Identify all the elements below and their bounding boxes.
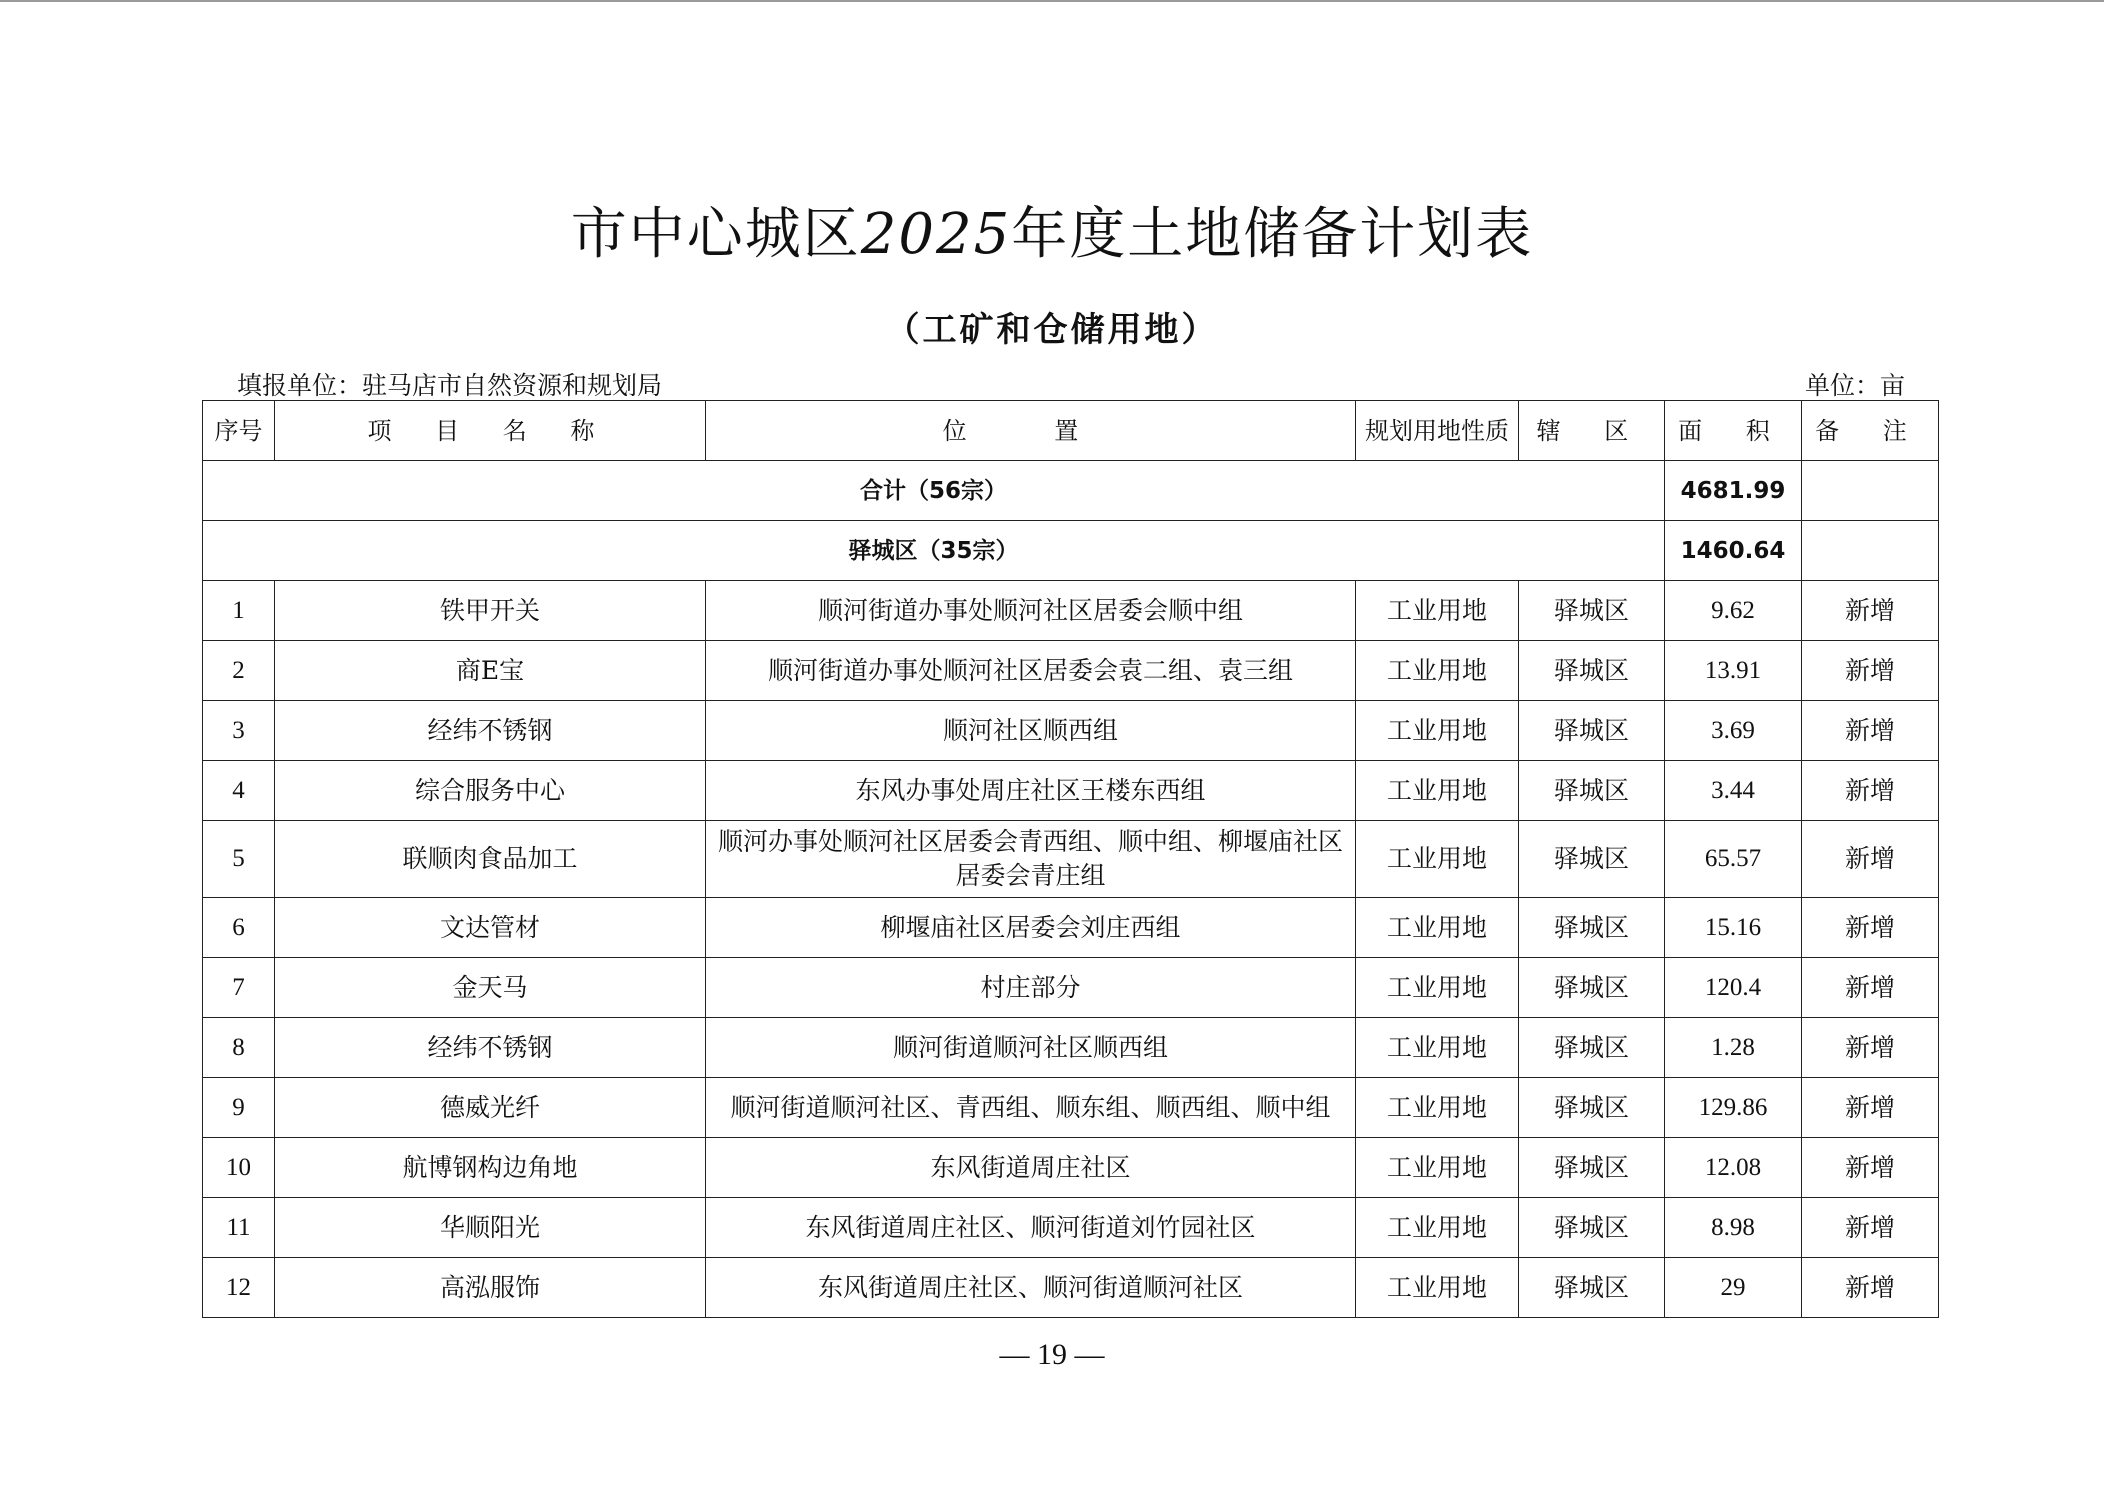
total-label: 合计（56宗） [203, 461, 1665, 521]
row-district: 驿城区 [1519, 701, 1665, 761]
row-area: 13.91 [1665, 641, 1802, 701]
page-number: — 19 — [999, 1338, 1105, 1371]
unit-line [237, 366, 1905, 400]
row-remark: 新增 [1802, 1138, 1939, 1198]
row-project-name: 经纬不锈钢 [275, 701, 706, 761]
row-location: 顺河街道办事处顺河社区居委会顺中组 [706, 581, 1356, 641]
row-location: 顺河街道办事处顺河社区居委会袁二组、袁三组 [706, 641, 1356, 701]
row-district: 驿城区 [1519, 581, 1665, 641]
subtotal-area: 1460.64 [1665, 521, 1802, 581]
row-seq: 1 [203, 581, 275, 641]
row-area: 8.98 [1665, 1198, 1802, 1258]
row-remark: 新增 [1802, 898, 1939, 958]
row-project-name: 华顺阳光 [275, 1198, 706, 1258]
row-remark: 新增 [1802, 1258, 1939, 1318]
land-reserve-table [202, 400, 1939, 1318]
header-area: 面 积 [1665, 401, 1802, 461]
filing-unit: 填报单位：驻马店市自然资源和规划局 [237, 371, 663, 400]
total-area: 4681.99 [1665, 461, 1802, 521]
total-remark [1802, 461, 1939, 521]
header-remark: 备 注 [1802, 401, 1939, 461]
row-remark: 新增 [1802, 761, 1939, 821]
row-project-name: 航博钢构边角地 [275, 1138, 706, 1198]
row-location: 柳堰庙社区居委会刘庄西组 [706, 898, 1356, 958]
row-area: 120.4 [1665, 958, 1802, 1018]
row-project-name: 德威光纤 [275, 1078, 706, 1138]
row-seq: 7 [203, 958, 275, 1018]
subtotal-row [203, 521, 1939, 581]
row-area: 15.16 [1665, 898, 1802, 958]
row-land-nature: 工业用地 [1356, 898, 1519, 958]
row-seq: 11 [203, 1198, 275, 1258]
row-seq: 4 [203, 761, 275, 821]
row-seq: 3 [203, 701, 275, 761]
table-row [203, 1138, 1939, 1198]
table-row [203, 821, 1939, 898]
table-row [203, 1078, 1939, 1138]
row-location: 东风街道周庄社区 [706, 1138, 1356, 1198]
row-seq: 8 [203, 1018, 275, 1078]
row-project-name: 联顺肉食品加工 [275, 821, 706, 898]
table-row [203, 958, 1939, 1018]
row-area: 129.86 [1665, 1078, 1802, 1138]
row-project-name: 经纬不锈钢 [275, 1018, 706, 1078]
document-title [0, 190, 2104, 270]
row-land-nature: 工业用地 [1356, 958, 1519, 1018]
row-project-name: 铁甲开关 [275, 581, 706, 641]
table-row [203, 898, 1939, 958]
row-land-nature: 工业用地 [1356, 761, 1519, 821]
measure-unit: 单位：亩 [1804, 371, 1905, 400]
table-row [203, 1258, 1939, 1318]
row-land-nature: 工业用地 [1356, 641, 1519, 701]
row-project-name: 高泓服饰 [275, 1258, 706, 1318]
header-district: 辖 区 [1519, 401, 1665, 461]
table-header-row [203, 401, 1939, 461]
row-location: 顺河街道顺河社区顺西组 [706, 1018, 1356, 1078]
row-land-nature: 工业用地 [1356, 821, 1519, 898]
document-subtitle: （工矿和仓储用地） [885, 310, 1219, 350]
row-seq: 6 [203, 898, 275, 958]
row-seq: 10 [203, 1138, 275, 1198]
subtotal-remark [1802, 521, 1939, 581]
row-land-nature: 工业用地 [1356, 1018, 1519, 1078]
row-district: 驿城区 [1519, 641, 1665, 701]
header-seq: 序号 [203, 401, 275, 461]
row-district: 驿城区 [1519, 898, 1665, 958]
table-row [203, 701, 1939, 761]
row-area: 29 [1665, 1258, 1802, 1318]
row-district: 驿城区 [1519, 761, 1665, 821]
table-row [203, 1018, 1939, 1078]
row-project-name: 金天马 [275, 958, 706, 1018]
header-location: 位 置 [706, 401, 1356, 461]
header-project-name: 项 目 名 称 [275, 401, 706, 461]
row-remark: 新增 [1802, 821, 1939, 898]
top-border-line [0, 0, 2104, 2]
row-remark: 新增 [1802, 641, 1939, 701]
row-district: 驿城区 [1519, 1198, 1665, 1258]
row-land-nature: 工业用地 [1356, 701, 1519, 761]
row-location: 东风街道周庄社区、顺河街道刘竹园社区 [706, 1198, 1356, 1258]
row-location: 顺河街道顺河社区、青西组、顺东组、顺西组、顺中组 [706, 1078, 1356, 1138]
row-area: 12.08 [1665, 1138, 1802, 1198]
row-seq: 9 [203, 1078, 275, 1138]
row-remark: 新增 [1802, 958, 1939, 1018]
table-row [203, 641, 1939, 701]
title-suffix: 年度土地储备计划表 [1011, 202, 1534, 267]
row-remark: 新增 [1802, 1018, 1939, 1078]
row-seq: 12 [203, 1258, 275, 1318]
row-area: 3.44 [1665, 761, 1802, 821]
total-row [203, 461, 1939, 521]
title-year: 2025 [860, 202, 1012, 267]
row-project-name: 商E宝 [275, 641, 706, 701]
row-land-nature: 工业用地 [1356, 1078, 1519, 1138]
row-area: 9.62 [1665, 581, 1802, 641]
row-seq: 5 [203, 821, 275, 898]
row-land-nature: 工业用地 [1356, 1138, 1519, 1198]
row-remark: 新增 [1802, 1198, 1939, 1258]
row-location: 顺河社区顺西组 [706, 701, 1356, 761]
table-row [203, 581, 1939, 641]
row-area: 1.28 [1665, 1018, 1802, 1078]
row-district: 驿城区 [1519, 1138, 1665, 1198]
row-location: 顺河办事处顺河社区居委会青西组、顺中组、柳堰庙社区居委会青庄组 [706, 821, 1356, 898]
row-remark: 新增 [1802, 1078, 1939, 1138]
row-district: 驿城区 [1519, 821, 1665, 898]
row-seq: 2 [203, 641, 275, 701]
table-row [203, 1198, 1939, 1258]
row-district: 驿城区 [1519, 1078, 1665, 1138]
row-location: 东风办事处周庄社区王楼东西组 [706, 761, 1356, 821]
row-land-nature: 工业用地 [1356, 581, 1519, 641]
table-row [203, 761, 1939, 821]
subtotal-label: 驿城区（35宗） [203, 521, 1665, 581]
row-land-nature: 工业用地 [1356, 1258, 1519, 1318]
row-project-name: 文达管材 [275, 898, 706, 958]
row-area: 3.69 [1665, 701, 1802, 761]
title-prefix: 市中心城区 [570, 202, 861, 267]
header-land-nature: 规划用地性质 [1356, 401, 1519, 461]
row-area: 65.57 [1665, 821, 1802, 898]
row-remark: 新增 [1802, 701, 1939, 761]
row-location: 东风街道周庄社区、顺河街道顺河社区 [706, 1258, 1356, 1318]
row-district: 驿城区 [1519, 958, 1665, 1018]
row-project-name: 综合服务中心 [275, 761, 706, 821]
row-location: 村庄部分 [706, 958, 1356, 1018]
row-land-nature: 工业用地 [1356, 1198, 1519, 1258]
row-district: 驿城区 [1519, 1258, 1665, 1318]
row-district: 驿城区 [1519, 1018, 1665, 1078]
row-remark: 新增 [1802, 581, 1939, 641]
